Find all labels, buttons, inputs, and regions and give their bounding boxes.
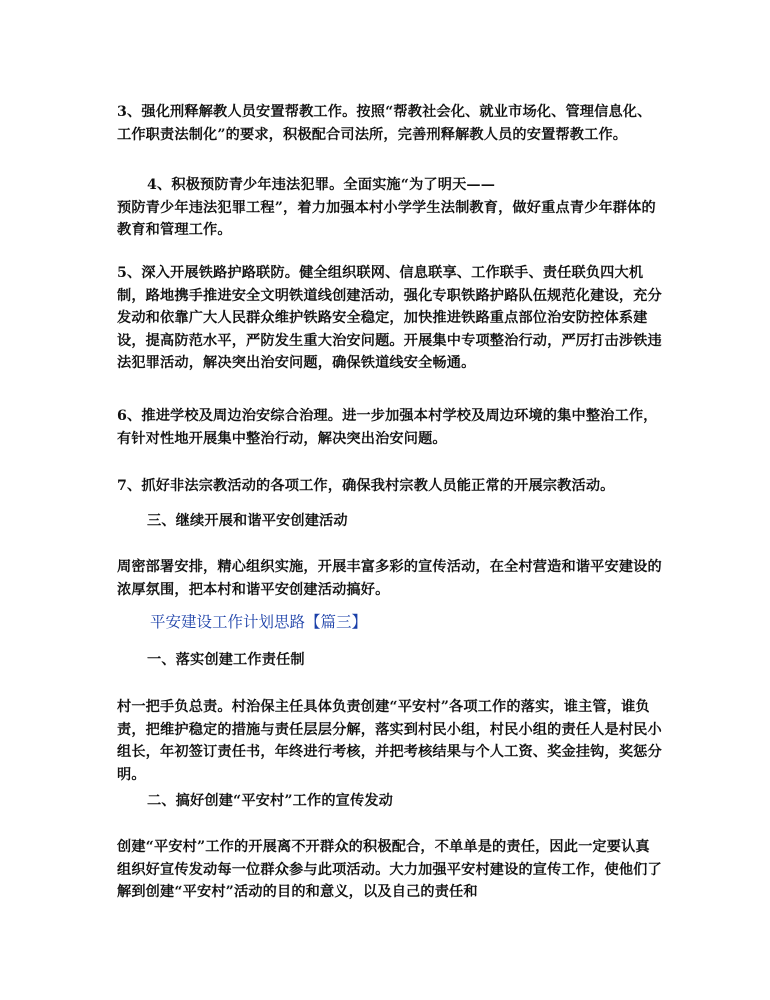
paragraph-item-4-rest: 预防青少年违法犯罪工程”，着力加强本村小学学生法制教育，做好重点青少年群体的教育和管理工作。 [117,199,656,238]
subheading-publicity: 二、搞好创建“平安村”工作的宣传发动 [147,793,394,809]
paragraph-item-4 [117,174,662,242]
paragraph-item-7: 7、抓好非法宗教活动的各项工作，确保我村宗教人员能正常的开展宗教活动。 [117,478,615,494]
paragraph-item-4-first-line: 4、积极预防青少年违法犯罪。全面实施“为了明天—— [147,177,496,193]
paragraph-item-3: 3、强化刑释解教人员安置帮教工作。按照“帮教社会化、就业市场化、管理信息化、工作职责法制化”的要求，积极配合司法所，完善刑释解教人员的安置帮教工作。 [117,104,652,143]
subheading-responsibility: 一、落实创建工作责任制 [147,652,305,668]
paragraph-deployment: 周密部署安排，精心组织实施，开展丰富多彩的宣传活动，在全村营造和谐平安建设的浓厚氛围，把本村和谐平安创建活动搞好。 [117,559,662,598]
section-title: 平安建设工作计划思路【篇三】 [150,613,368,631]
subheading-continue-activities: 三、继续开展和谐平安创建活动 [147,513,348,529]
paragraph-responsibility: 村一把手负总责。村治保主任具体负责创建“平安村”各项工作的落实，谁主管，谁负责，把维护稳定的措施与责任层层分解，落实到村民小组，村民小组的责任人是村民小组长，年初签订责任书，年终进行考核，并把考核结果与个人工资、奖金挂钩，奖惩分明。 [117,699,662,783]
paragraph-item-6: 6、推进学校及周边治安综合治理。进一步加强本村学校及周边环境的集中整治工作，有针对性地开展集中整治行动，解决突出治安问题。 [117,408,658,447]
paragraph-item-5: 5、深入开展铁路护路联防。健全组织联网、信息联享、工作联手、责任联负四大机制，路地携手推进安全文明铁道线创建活动，强化专职铁路护路队伍规范化建设，充分发动和依靠广大人民群众维护铁路安全稳定，加快推进铁路重点部位治安防控体系建设，提高防范水平，严防发生重大治安问题。开展集中专项整治行动，严厉打击涉铁违法犯罪活动，解决突出治安问题，确保铁道线安全畅通。 [117,265,662,371]
paragraph-publicity: 创建“平安村”工作的开展离不开群众的积极配合，不单单是的责任，因此一定要认真组织好宣传发动每一位群众参与此项活动。大力加强平安村建设的宣传工作，使他们了解到创建“平安村”活动的目的和意义，以及自己的责任和 [117,839,662,900]
